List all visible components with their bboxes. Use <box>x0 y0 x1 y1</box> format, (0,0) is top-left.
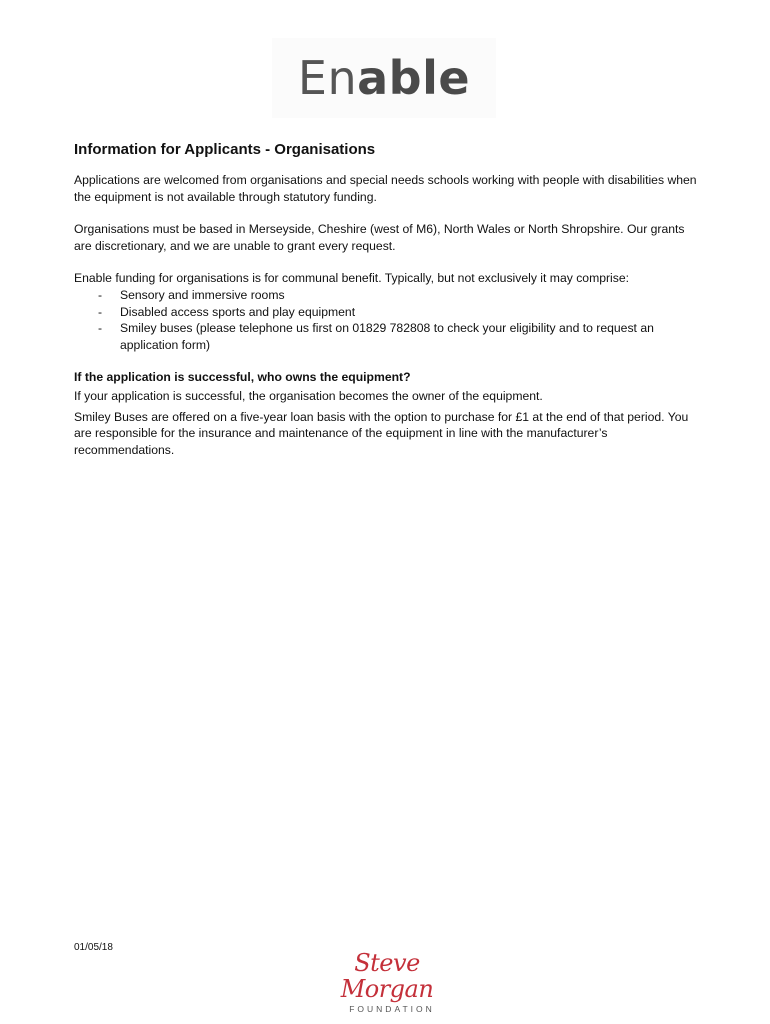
paragraph-funding: Enable funding for organisations is for communal benefit. Typically, but not exclusively it may comprise: <box>74 271 630 286</box>
enable-logo-text <box>298 51 470 105</box>
document-date: 01/05/18 <box>74 942 113 953</box>
ownership-answer: If your application is successful, the organisation becomes the owner of the equipment. <box>74 388 543 403</box>
list-item: - Sensory and immersive rooms <box>74 287 704 304</box>
enable-logo <box>272 38 496 118</box>
ownership-question: If the application is successful, who owns the equipment? <box>74 370 411 385</box>
paragraph-eligibility: Applications are welcomed from organisations and special needs schools working with people with disabilities when the equipment is not available through statutory funding. <box>74 173 697 204</box>
logo-text-bold: able <box>357 51 471 105</box>
page-title: Information for Applicants - Organisations <box>74 141 376 158</box>
steve-morgan-foundation-logo <box>312 949 462 1014</box>
list-item: - Disabled access sports and play equipment <box>74 304 704 321</box>
funding-list <box>74 287 704 353</box>
logo-signature: Steve Morgan <box>340 949 434 1003</box>
list-item: - Smiley buses (please telephone us first on 01829 782808 to check your eligibility and to request an application form) <box>74 320 704 353</box>
logo-text-light: En <box>297 51 358 105</box>
smiley-bus-terms: Smiley Buses are offered on a five-year loan basis with the option to purchase for £1 at the end of that period. You are responsible for the insurance and maintenance of the equipment in line with the manufacturer’s recommendations. <box>74 409 689 457</box>
logo-subtitle: FOUNDATION <box>349 1004 435 1014</box>
document-body <box>74 140 704 474</box>
paragraph-location: Organisations must be based in Merseyside, Cheshire (west of M6), North Wales or North Shropshire. Our grants are discretionary, and we are unable to grant every request. <box>74 222 685 253</box>
